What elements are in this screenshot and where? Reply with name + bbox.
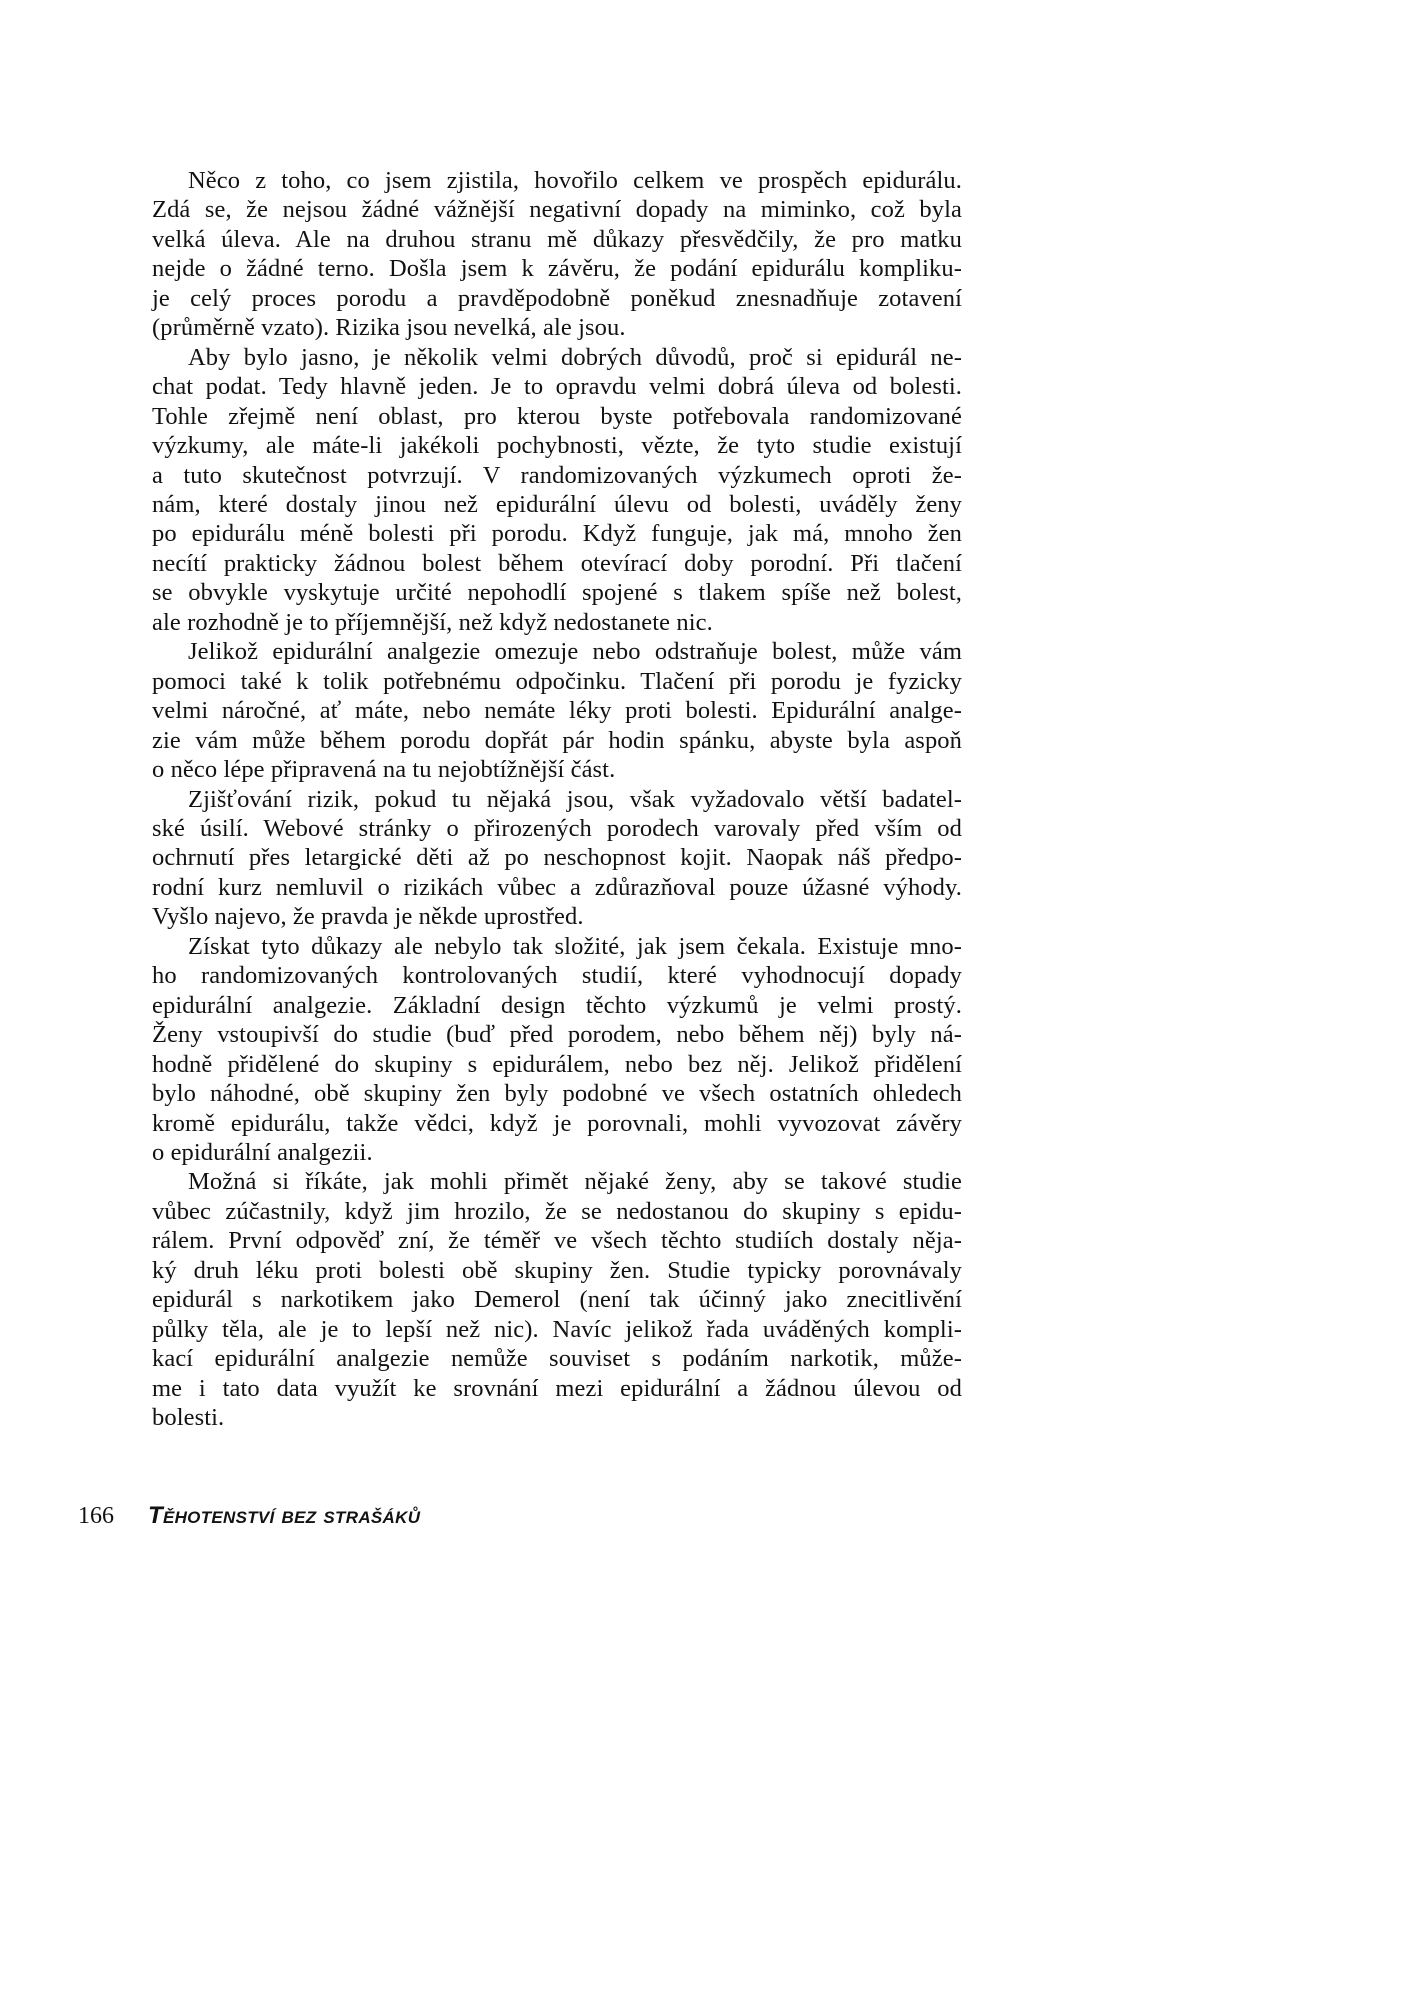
text-line: velmi náročné, ať máte, nebo nemáte léky proti bolesti. Epidurální analge- — [152, 697, 962, 725]
text-line: epidurál s narkotikem jako Demerol (není tak účinný jako znecitlivění — [152, 1286, 962, 1314]
text-line: me i tato data využít ke srovnání mezi epidurální a žádnou úlevou od — [152, 1374, 962, 1402]
book-title: Těhotenství bez strašáků — [148, 1502, 421, 1529]
text-line: ale rozhodně je to příjemnější, než když nedostanete nic. — [152, 608, 713, 636]
footer — [78, 1502, 420, 1530]
page-number: 166 — [78, 1503, 114, 1529]
text-line: kací epidurální analgezie nemůže souviset s podáním narkotik, může- — [152, 1345, 962, 1373]
paragraph — [152, 785, 962, 932]
text-line: se obvykle vyskytuje určité nepohodlí spojené s tlakem spíše než bolest, — [152, 579, 962, 607]
text-line: nejde o žádné terno. Došla jsem k závěru, že podání epidurálu kompliku- — [152, 255, 962, 283]
text-line: Něco z toho, co jsem zjistila, hovořilo celkem ve prospěch epidurálu. — [188, 167, 962, 194]
text-line: hodně přidělené do skupiny s epidurálem, nebo bez něj. Jelikož přidělení — [152, 1050, 962, 1078]
text-line: rálem. První odpověď zní, že téměř ve všech těchto studiích dostaly něja- — [152, 1227, 962, 1255]
text-line: o epidurální analgezii. — [152, 1138, 373, 1166]
text-line: pomoci také k tolik potřebnému odpočinku. Tlačení při porodu je fyzicky — [152, 667, 962, 695]
text-line: nám, které dostaly jinou než epidurální úlevu od bolesti, uváděly ženy — [152, 490, 962, 518]
text-line: Tohle zřejmě není oblast, pro kterou byste potřebovala randomizované — [152, 402, 962, 430]
text-line: Aby bylo jasno, je několik velmi dobrých důvodů, proč si epidurál ne- — [188, 343, 962, 371]
text-line: (průměrně vzato). Rizika jsou nevelká, ale jsou. — [152, 314, 626, 342]
paragraph — [152, 637, 962, 784]
text-line: Zjišťování rizik, pokud tu nějaká jsou, však vyžadovalo větší badatel- — [188, 785, 962, 813]
text-line: je celý proces porodu a pravděpodobně poněkud znesnadňuje zotavení — [152, 284, 962, 312]
text-line: Zdá se, že nejsou žádné vážnější negativní dopady na miminko, což byla — [152, 196, 962, 224]
paragraph — [152, 343, 962, 638]
text-block — [152, 166, 962, 1432]
paragraph — [152, 1167, 962, 1432]
text-line: epidurální analgezie. Základní design těchto výzkumů je velmi prostý. — [152, 991, 962, 1019]
paragraph — [152, 932, 962, 1168]
text-line: Možná si říkáte, jak mohli přimět nějaké ženy, aby se takové studie — [188, 1168, 962, 1196]
text-line: po epidurálu méně bolesti při porodu. Když funguje, jak má, mnoho žen — [152, 520, 962, 548]
text-line: o něco lépe připravená na tu nejobtížnější část. — [152, 756, 616, 784]
text-line: ské úsilí. Webové stránky o přirozených porodech varovaly před vším od — [152, 814, 962, 842]
text-line: ochrnutí přes letargické děti až po neschopnost kojit. Naopak náš předpo- — [152, 844, 962, 872]
text-line: půlky těla, ale je to lepší než nic). Navíc jelikož řada uváděných kompli- — [152, 1315, 962, 1343]
text-line: Jelikož epidurální analgezie omezuje nebo odstraňuje bolest, může vám — [188, 638, 962, 666]
text-line: rodní kurz nemluvil o rizikách vůbec a zdůrazňoval pouze úžasné výhody. — [152, 873, 962, 901]
text-line: zie vám může během porodu dopřát pár hodin spánku, abyste byla aspoň — [152, 726, 962, 754]
text-line: vůbec zúčastnily, když jim hrozilo, že se nedostanou do skupiny s epidu- — [152, 1197, 962, 1225]
text-line: necítí prakticky žádnou bolest během otevírací doby porodní. Při tlačení — [152, 549, 962, 577]
text-line: Získat tyto důkazy ale nebylo tak složité, jak jsem čekala. Existuje mno- — [188, 932, 962, 960]
text-line: výzkumy, ale máte-li jakékoli pochybnosti, vězte, že tyto studie existují — [152, 432, 962, 460]
text-line: Ženy vstoupivší do studie (buď před porodem, nebo během něj) byly ná- — [152, 1021, 962, 1049]
text-line: bolesti. — [152, 1404, 225, 1432]
text-line: ho randomizovaných kontrolovaných studií, které vyhodnocují dopady — [152, 962, 962, 990]
text-line: a tuto skutečnost potvrzují. V randomizovaných výzkumech oproti že- — [152, 461, 962, 489]
text-line: chat podat. Tedy hlavně jeden. Je to opravdu velmi dobrá úleva od bolesti. — [152, 373, 962, 401]
text-line: bylo náhodné, obě skupiny žen byly podobné ve všech ostatních ohledech — [152, 1080, 962, 1108]
text-line: ký druh léku proti bolesti obě skupiny žen. Studie typicky porovnávaly — [152, 1256, 962, 1284]
text-line: kromě epidurálu, takže vědci, když je porovnali, mohli vyvozovat závěry — [152, 1109, 962, 1137]
paragraph — [152, 166, 962, 343]
text-line: velká úleva. Ale na druhou stranu mě důkazy přesvědčily, že pro matku — [152, 225, 962, 253]
text-line: Vyšlo najevo, že pravda je někde uprostřed. — [152, 903, 584, 931]
